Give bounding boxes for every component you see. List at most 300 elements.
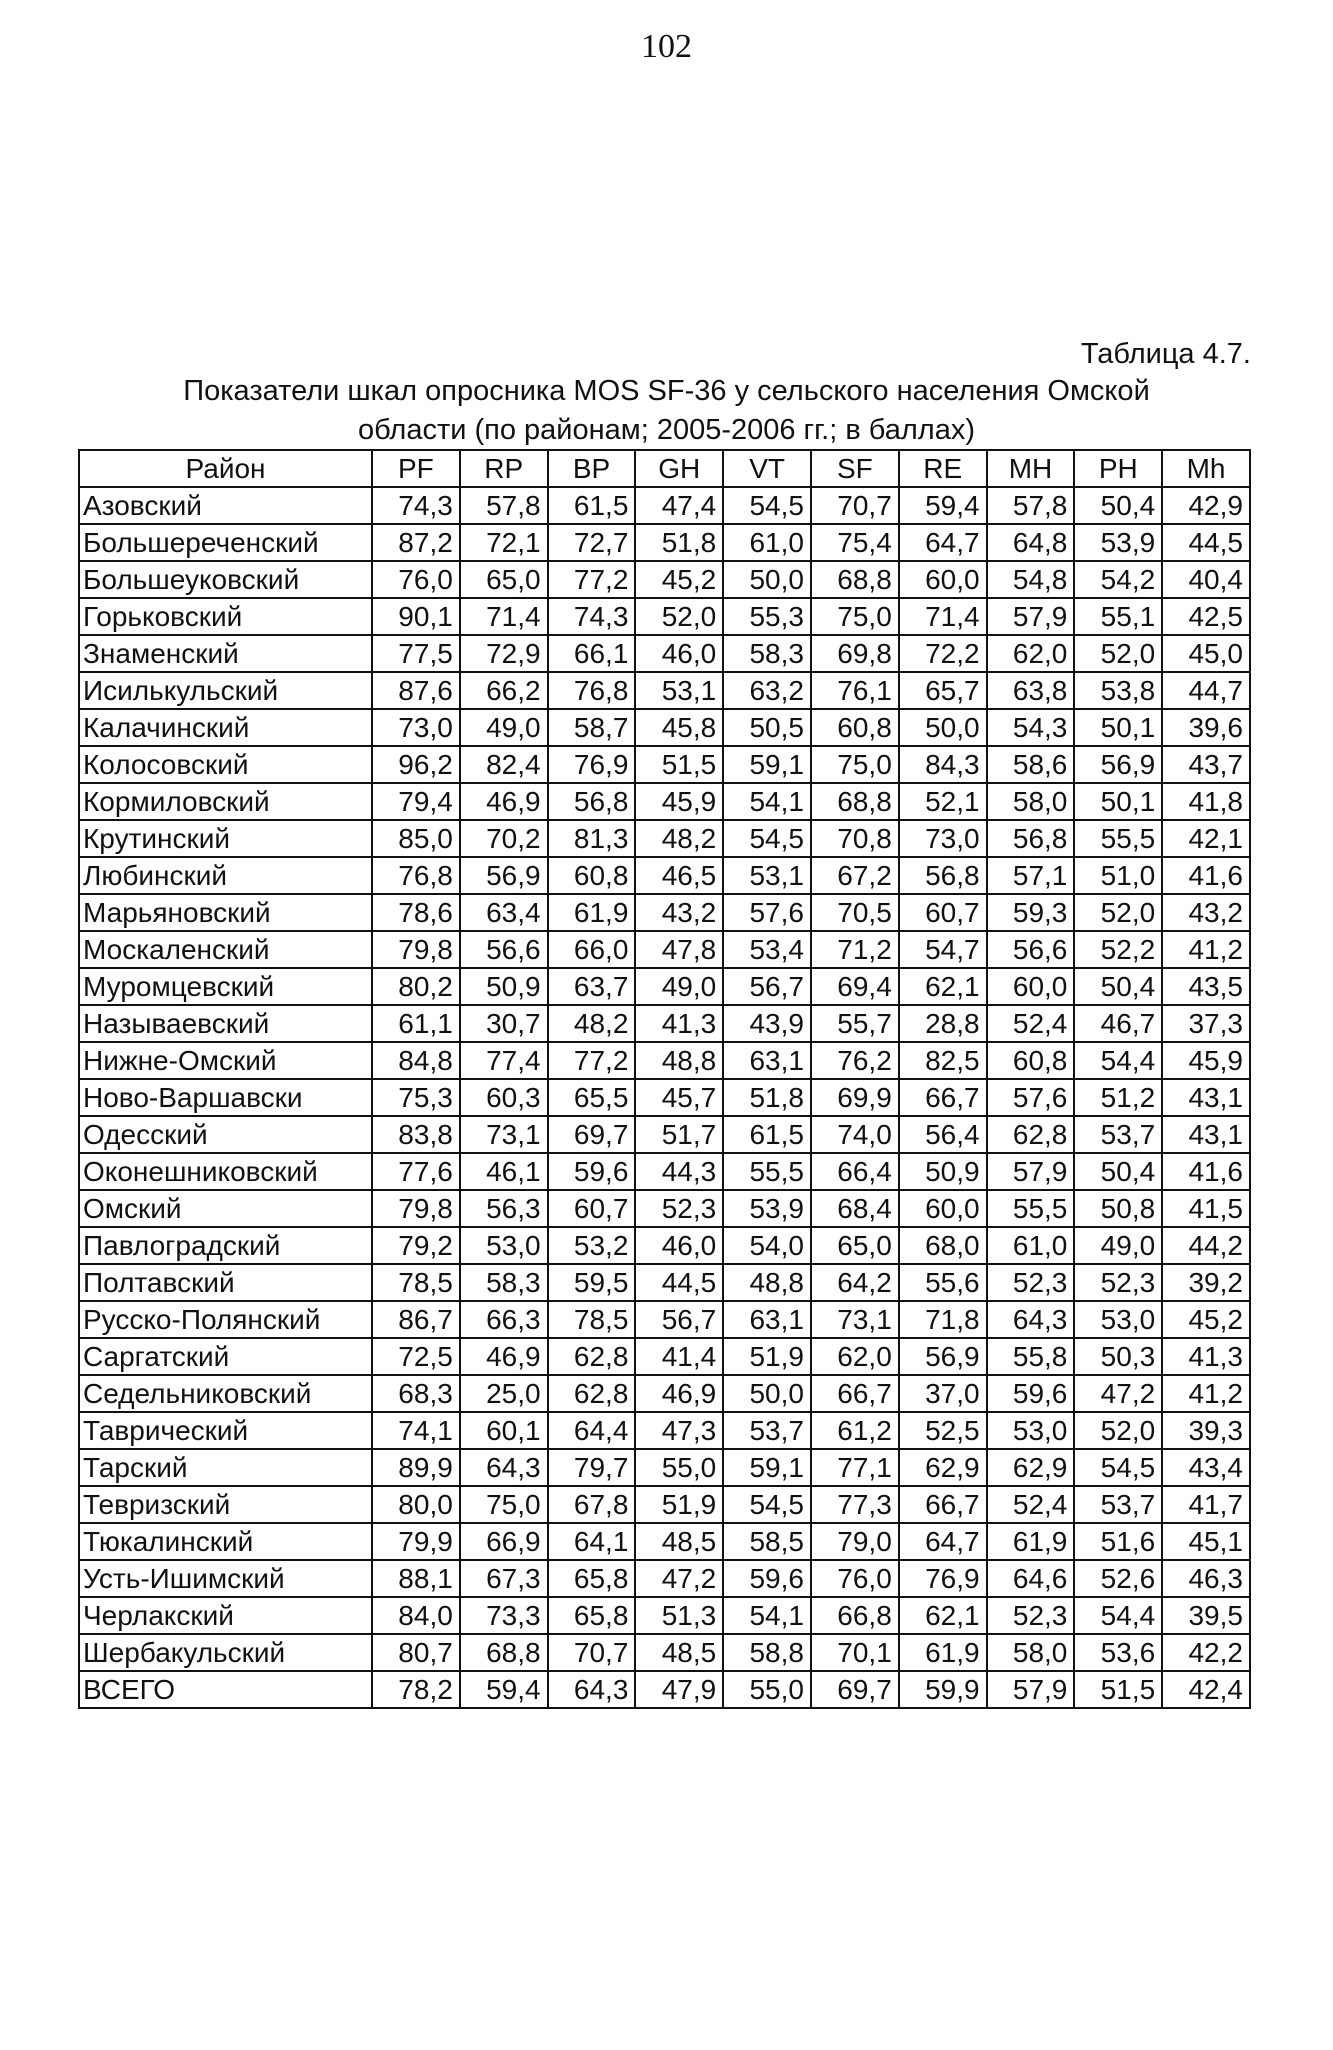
score-cell: 47,4 <box>635 487 723 524</box>
score-cell: 77,2 <box>548 561 636 598</box>
score-cell: 78,6 <box>372 894 460 931</box>
score-cell: 53,1 <box>635 672 723 709</box>
table-row <box>79 598 1250 635</box>
column-header-re: RE <box>899 450 987 487</box>
score-cell: 64,8 <box>987 524 1075 561</box>
score-cell: 61,5 <box>548 487 636 524</box>
score-cell: 50,4 <box>1074 487 1162 524</box>
score-cell: 63,1 <box>723 1301 811 1338</box>
score-cell: 60,0 <box>899 1190 987 1227</box>
column-header-mh: Mh <box>1162 450 1250 487</box>
score-cell: 79,8 <box>372 931 460 968</box>
table-row <box>79 820 1250 857</box>
score-cell: 55,1 <box>1074 598 1162 635</box>
score-cell: 66,7 <box>811 1375 899 1412</box>
score-cell: 44,3 <box>635 1153 723 1190</box>
score-cell: 37,0 <box>899 1375 987 1412</box>
score-cell: 62,8 <box>548 1375 636 1412</box>
score-cell: 52,4 <box>987 1005 1075 1042</box>
score-cell: 73,0 <box>372 709 460 746</box>
score-cell: 79,2 <box>372 1227 460 1264</box>
score-cell: 41,3 <box>635 1005 723 1042</box>
score-cell: 61,0 <box>987 1227 1075 1264</box>
score-cell: 65,8 <box>548 1597 636 1634</box>
score-cell: 50,8 <box>1074 1190 1162 1227</box>
score-cell: 51,3 <box>635 1597 723 1634</box>
score-cell: 60,8 <box>811 709 899 746</box>
score-cell: 84,0 <box>372 1597 460 1634</box>
score-cell: 74,1 <box>372 1412 460 1449</box>
score-cell: 70,7 <box>548 1634 636 1671</box>
score-cell: 56,7 <box>635 1301 723 1338</box>
table-row <box>79 1486 1250 1523</box>
score-cell: 42,5 <box>1162 598 1250 635</box>
score-cell: 52,0 <box>1074 894 1162 931</box>
score-cell: 63,7 <box>548 968 636 1005</box>
district-name-cell: Тюкалинский <box>79 1523 372 1560</box>
district-name-cell: Омский <box>79 1190 372 1227</box>
score-cell: 84,3 <box>899 746 987 783</box>
score-cell: 45,2 <box>1162 1301 1250 1338</box>
score-cell: 63,4 <box>460 894 548 931</box>
column-header-ph: PH <box>1074 450 1162 487</box>
column-header-rp: RP <box>460 450 548 487</box>
score-cell: 68,8 <box>811 561 899 598</box>
score-cell: 51,5 <box>1074 1671 1162 1708</box>
score-cell: 69,7 <box>811 1671 899 1708</box>
table-row <box>79 1375 1250 1412</box>
score-cell: 64,3 <box>548 1671 636 1708</box>
table-row <box>79 1634 1250 1671</box>
score-cell: 54,8 <box>987 561 1075 598</box>
score-cell: 56,6 <box>987 931 1075 968</box>
score-cell: 87,2 <box>372 524 460 561</box>
score-cell: 71,2 <box>811 931 899 968</box>
score-cell: 56,8 <box>899 857 987 894</box>
score-cell: 60,7 <box>899 894 987 931</box>
district-name-cell: Марьяновский <box>79 894 372 931</box>
district-name-cell: Тарский <box>79 1449 372 1486</box>
score-cell: 90,1 <box>372 598 460 635</box>
score-cell: 51,2 <box>1074 1079 1162 1116</box>
score-cell: 72,1 <box>460 524 548 561</box>
score-cell: 41,5 <box>1162 1190 1250 1227</box>
score-cell: 43,2 <box>635 894 723 931</box>
score-cell: 80,7 <box>372 1634 460 1671</box>
score-cell: 75,4 <box>811 524 899 561</box>
score-cell: 66,3 <box>460 1301 548 1338</box>
score-cell: 41,3 <box>1162 1338 1250 1375</box>
score-cell: 41,2 <box>1162 1375 1250 1412</box>
score-cell: 61,9 <box>899 1634 987 1671</box>
score-cell: 65,5 <box>548 1079 636 1116</box>
score-cell: 74,0 <box>811 1116 899 1153</box>
score-cell: 79,7 <box>548 1449 636 1486</box>
district-name-cell: ВСЕГО <box>79 1671 372 1708</box>
score-cell: 64,6 <box>987 1560 1075 1597</box>
score-cell: 53,7 <box>723 1412 811 1449</box>
score-cell: 53,9 <box>1074 524 1162 561</box>
table-header-row <box>79 450 1250 487</box>
score-cell: 73,1 <box>811 1301 899 1338</box>
score-cell: 75,0 <box>811 746 899 783</box>
score-cell: 44,5 <box>635 1264 723 1301</box>
district-name-cell: Кормиловский <box>79 783 372 820</box>
score-cell: 42,9 <box>1162 487 1250 524</box>
score-cell: 56,4 <box>899 1116 987 1153</box>
score-cell: 56,9 <box>899 1338 987 1375</box>
score-cell: 46,3 <box>1162 1560 1250 1597</box>
score-cell: 46,0 <box>635 635 723 672</box>
score-cell: 44,2 <box>1162 1227 1250 1264</box>
score-cell: 51,5 <box>635 746 723 783</box>
district-name-cell: Полтавский <box>79 1264 372 1301</box>
score-cell: 45,9 <box>635 783 723 820</box>
score-cell: 57,9 <box>987 598 1075 635</box>
score-cell: 50,4 <box>1074 1153 1162 1190</box>
score-cell: 57,6 <box>987 1079 1075 1116</box>
district-name-cell: Исилькульский <box>79 672 372 709</box>
score-cell: 51,9 <box>635 1486 723 1523</box>
district-name-cell: Москаленский <box>79 931 372 968</box>
score-cell: 68,0 <box>899 1227 987 1264</box>
table-row <box>79 783 1250 820</box>
score-cell: 66,4 <box>811 1153 899 1190</box>
table-row <box>79 894 1250 931</box>
score-cell: 55,5 <box>1074 820 1162 857</box>
column-header-gh: GH <box>635 450 723 487</box>
score-cell: 73,0 <box>899 820 987 857</box>
score-cell: 84,8 <box>372 1042 460 1079</box>
score-cell: 58,5 <box>723 1523 811 1560</box>
score-cell: 61,5 <box>723 1116 811 1153</box>
score-cell: 37,3 <box>1162 1005 1250 1042</box>
score-cell: 96,2 <box>372 746 460 783</box>
table-row <box>79 709 1250 746</box>
table-row <box>79 1560 1250 1597</box>
score-cell: 48,8 <box>723 1264 811 1301</box>
score-cell: 57,8 <box>460 487 548 524</box>
table-row <box>79 746 1250 783</box>
score-cell: 73,3 <box>460 1597 548 1634</box>
score-cell: 54,0 <box>723 1227 811 1264</box>
score-cell: 70,2 <box>460 820 548 857</box>
district-name-cell: Одесский <box>79 1116 372 1153</box>
score-cell: 44,7 <box>1162 672 1250 709</box>
score-cell: 55,7 <box>811 1005 899 1042</box>
score-cell: 77,3 <box>811 1486 899 1523</box>
score-cell: 61,1 <box>372 1005 460 1042</box>
score-cell: 59,6 <box>723 1560 811 1597</box>
score-cell: 72,5 <box>372 1338 460 1375</box>
table-row <box>79 1005 1250 1042</box>
score-cell: 56,9 <box>460 857 548 894</box>
score-cell: 49,0 <box>635 968 723 1005</box>
score-cell: 59,9 <box>899 1671 987 1708</box>
score-cell: 55,0 <box>723 1671 811 1708</box>
district-name-cell: Колосовский <box>79 746 372 783</box>
table-row <box>79 968 1250 1005</box>
score-cell: 39,5 <box>1162 1597 1250 1634</box>
score-cell: 50,4 <box>1074 968 1162 1005</box>
table-row <box>79 1449 1250 1486</box>
score-cell: 49,0 <box>460 709 548 746</box>
district-name-cell: Горьковский <box>79 598 372 635</box>
score-cell: 80,0 <box>372 1486 460 1523</box>
score-cell: 45,0 <box>1162 635 1250 672</box>
table-row <box>79 1153 1250 1190</box>
score-cell: 59,1 <box>723 746 811 783</box>
column-header-mh: MH <box>987 450 1075 487</box>
score-cell: 62,0 <box>811 1338 899 1375</box>
score-cell: 41,6 <box>1162 1153 1250 1190</box>
score-cell: 50,0 <box>723 1375 811 1412</box>
score-cell: 85,0 <box>372 820 460 857</box>
score-cell: 62,8 <box>548 1338 636 1375</box>
score-cell: 60,3 <box>460 1079 548 1116</box>
score-cell: 57,9 <box>987 1671 1075 1708</box>
score-cell: 57,9 <box>987 1153 1075 1190</box>
score-cell: 53,7 <box>1074 1486 1162 1523</box>
column-header-sf: SF <box>811 450 899 487</box>
score-cell: 79,0 <box>811 1523 899 1560</box>
score-cell: 79,9 <box>372 1523 460 1560</box>
score-cell: 47,2 <box>635 1560 723 1597</box>
score-cell: 53,7 <box>1074 1116 1162 1153</box>
score-cell: 59,6 <box>987 1375 1075 1412</box>
score-cell: 50,9 <box>460 968 548 1005</box>
score-cell: 46,7 <box>1074 1005 1162 1042</box>
score-cell: 51,9 <box>723 1338 811 1375</box>
score-cell: 71,4 <box>899 598 987 635</box>
score-cell: 82,5 <box>899 1042 987 1079</box>
score-cell: 61,0 <box>723 524 811 561</box>
score-cell: 51,8 <box>723 1079 811 1116</box>
score-cell: 64,1 <box>548 1523 636 1560</box>
score-cell: 46,0 <box>635 1227 723 1264</box>
page-number: 102 <box>641 28 692 65</box>
score-cell: 87,6 <box>372 672 460 709</box>
score-cell: 69,4 <box>811 968 899 1005</box>
score-cell: 57,1 <box>987 857 1075 894</box>
score-cell: 43,2 <box>1162 894 1250 931</box>
score-cell: 60,8 <box>987 1042 1075 1079</box>
score-cell: 54,7 <box>899 931 987 968</box>
score-cell: 73,1 <box>460 1116 548 1153</box>
caption-line-1: Показатели шкал опросника MOS SF-36 у сельского населения Омской <box>183 375 1150 407</box>
score-cell: 55,5 <box>987 1190 1075 1227</box>
score-cell: 43,5 <box>1162 968 1250 1005</box>
sf36-district-table <box>78 449 1251 1709</box>
score-cell: 65,0 <box>811 1227 899 1264</box>
score-cell: 46,9 <box>460 783 548 820</box>
score-cell: 56,8 <box>987 820 1075 857</box>
score-cell: 52,3 <box>987 1597 1075 1634</box>
table-row <box>79 1116 1250 1153</box>
district-name-cell: Оконешниковский <box>79 1153 372 1190</box>
score-cell: 46,5 <box>635 857 723 894</box>
score-cell: 66,9 <box>460 1523 548 1560</box>
score-cell: 25,0 <box>460 1375 548 1412</box>
score-cell: 54,1 <box>723 1597 811 1634</box>
score-cell: 63,8 <box>987 672 1075 709</box>
score-cell: 55,0 <box>635 1449 723 1486</box>
score-cell: 70,1 <box>811 1634 899 1671</box>
district-name-cell: Знаменский <box>79 635 372 672</box>
score-cell: 54,5 <box>723 487 811 524</box>
district-name-cell: Саргатский <box>79 1338 372 1375</box>
score-cell: 60,0 <box>987 968 1075 1005</box>
score-cell: 50,3 <box>1074 1338 1162 1375</box>
score-cell: 53,0 <box>1074 1301 1162 1338</box>
score-cell: 58,0 <box>987 783 1075 820</box>
score-cell: 67,8 <box>548 1486 636 1523</box>
score-cell: 69,7 <box>548 1116 636 1153</box>
column-header-district: Район <box>79 450 372 487</box>
table-row <box>79 1079 1250 1116</box>
score-cell: 51,6 <box>1074 1523 1162 1560</box>
score-cell: 61,9 <box>548 894 636 931</box>
score-cell: 48,2 <box>635 820 723 857</box>
score-cell: 53,0 <box>460 1227 548 1264</box>
score-cell: 66,7 <box>899 1079 987 1116</box>
score-cell: 71,8 <box>899 1301 987 1338</box>
district-name-cell: Называевский <box>79 1005 372 1042</box>
score-cell: 89,9 <box>372 1449 460 1486</box>
table-row <box>79 672 1250 709</box>
score-cell: 56,7 <box>723 968 811 1005</box>
score-cell: 80,2 <box>372 968 460 1005</box>
score-cell: 50,0 <box>899 709 987 746</box>
district-name-cell: Большеуковский <box>79 561 372 598</box>
score-cell: 74,3 <box>372 487 460 524</box>
score-cell: 58,7 <box>548 709 636 746</box>
table-body <box>79 487 1250 1708</box>
score-cell: 54,4 <box>1074 1597 1162 1634</box>
score-cell: 88,1 <box>372 1560 460 1597</box>
score-cell: 50,9 <box>899 1153 987 1190</box>
district-name-cell: Ново-Варшавски <box>79 1079 372 1116</box>
score-cell: 53,8 <box>1074 672 1162 709</box>
score-cell: 68,8 <box>460 1634 548 1671</box>
score-cell: 53,2 <box>548 1227 636 1264</box>
score-cell: 60,8 <box>548 857 636 894</box>
score-cell: 71,4 <box>460 598 548 635</box>
score-cell: 42,2 <box>1162 1634 1250 1671</box>
score-cell: 39,2 <box>1162 1264 1250 1301</box>
score-cell: 45,1 <box>1162 1523 1250 1560</box>
score-cell: 53,0 <box>987 1412 1075 1449</box>
score-cell: 60,7 <box>548 1190 636 1227</box>
score-cell: 43,9 <box>723 1005 811 1042</box>
table-row <box>79 1301 1250 1338</box>
score-cell: 63,1 <box>723 1042 811 1079</box>
score-cell: 60,1 <box>460 1412 548 1449</box>
table-row <box>79 1190 1250 1227</box>
caption-line-2: области (по районам; 2005-2006 гг.; в баллах) <box>357 414 976 446</box>
score-cell: 62,1 <box>899 968 987 1005</box>
score-cell: 50,0 <box>723 561 811 598</box>
table-row <box>79 487 1250 524</box>
score-cell: 66,7 <box>899 1486 987 1523</box>
score-cell: 54,3 <box>987 709 1075 746</box>
score-cell: 76,9 <box>548 746 636 783</box>
score-cell: 66,8 <box>811 1597 899 1634</box>
score-cell: 55,5 <box>723 1153 811 1190</box>
score-cell: 86,7 <box>372 1301 460 1338</box>
score-cell: 52,6 <box>1074 1560 1162 1597</box>
score-cell: 58,3 <box>460 1264 548 1301</box>
table-row <box>79 1042 1250 1079</box>
score-cell: 79,4 <box>372 783 460 820</box>
table-row-total <box>79 1671 1250 1708</box>
district-name-cell: Тевризский <box>79 1486 372 1523</box>
score-cell: 52,3 <box>1074 1264 1162 1301</box>
score-cell: 77,2 <box>548 1042 636 1079</box>
column-header-pf: PF <box>372 450 460 487</box>
score-cell: 70,8 <box>811 820 899 857</box>
score-cell: 52,0 <box>635 598 723 635</box>
score-cell: 53,6 <box>1074 1634 1162 1671</box>
score-cell: 39,3 <box>1162 1412 1250 1449</box>
score-cell: 41,8 <box>1162 783 1250 820</box>
score-cell: 58,3 <box>723 635 811 672</box>
score-cell: 66,0 <box>548 931 636 968</box>
score-cell: 69,8 <box>811 635 899 672</box>
score-cell: 52,3 <box>987 1264 1075 1301</box>
score-cell: 41,4 <box>635 1338 723 1375</box>
score-cell: 54,5 <box>723 1486 811 1523</box>
score-cell: 62,0 <box>987 635 1075 672</box>
district-name-cell: Калачинский <box>79 709 372 746</box>
score-cell: 53,9 <box>723 1190 811 1227</box>
score-cell: 47,2 <box>1074 1375 1162 1412</box>
score-cell: 77,1 <box>811 1449 899 1486</box>
score-cell: 41,7 <box>1162 1486 1250 1523</box>
score-cell: 46,9 <box>460 1338 548 1375</box>
score-cell: 59,5 <box>548 1264 636 1301</box>
district-name-cell: Шербакульский <box>79 1634 372 1671</box>
score-cell: 56,3 <box>460 1190 548 1227</box>
score-cell: 52,4 <box>987 1486 1075 1523</box>
score-cell: 75,0 <box>811 598 899 635</box>
score-cell: 77,6 <box>372 1153 460 1190</box>
score-cell: 56,9 <box>1074 746 1162 783</box>
score-cell: 45,2 <box>635 561 723 598</box>
score-cell: 74,3 <box>548 598 636 635</box>
score-cell: 47,9 <box>635 1671 723 1708</box>
score-cell: 60,0 <box>899 561 987 598</box>
score-cell: 43,4 <box>1162 1449 1250 1486</box>
score-cell: 43,1 <box>1162 1116 1250 1153</box>
score-cell: 51,7 <box>635 1116 723 1153</box>
score-cell: 67,2 <box>811 857 899 894</box>
score-cell: 62,9 <box>987 1449 1075 1486</box>
score-cell: 54,5 <box>1074 1449 1162 1486</box>
table-row <box>79 1597 1250 1634</box>
score-cell: 68,8 <box>811 783 899 820</box>
score-cell: 43,7 <box>1162 746 1250 783</box>
score-cell: 72,2 <box>899 635 987 672</box>
score-cell: 48,5 <box>635 1634 723 1671</box>
score-cell: 52,0 <box>1074 1412 1162 1449</box>
score-cell: 59,6 <box>548 1153 636 1190</box>
district-name-cell: Седельниковский <box>79 1375 372 1412</box>
district-name-cell: Усть-Ишимский <box>79 1560 372 1597</box>
score-cell: 76,1 <box>811 672 899 709</box>
score-cell: 50,1 <box>1074 783 1162 820</box>
score-cell: 68,4 <box>811 1190 899 1227</box>
